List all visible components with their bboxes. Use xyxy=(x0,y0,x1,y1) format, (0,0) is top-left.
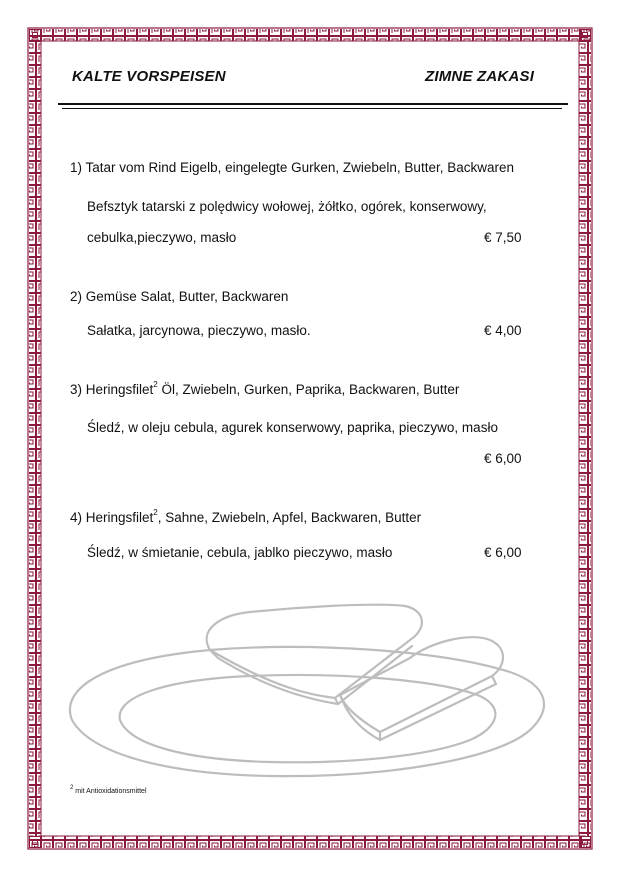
header-divider xyxy=(58,103,568,105)
header-divider-thin xyxy=(62,108,562,109)
item-2-german: 2) Gemüse Salat, Butter, Backwaren xyxy=(70,289,289,304)
item-3-price: € 6,00 xyxy=(484,451,522,466)
item-1-polish-line-1: Befsztyk tatarski z polędwicy wołowej, żółtko, ogórek, konserwowy, xyxy=(87,199,487,214)
bread-on-plate-illustration xyxy=(60,580,550,785)
title-polish: ZIMNE ZAKASI xyxy=(425,68,535,85)
item-4-german: 4) Heringsfilet$^2$, Sahne, Zwiebeln, Apfel, Backwaren, Butter xyxy=(70,508,422,525)
item-1-polish-line-2: cebulka,pieczywo, masło xyxy=(87,230,237,245)
item-4-price: € 6,00 xyxy=(484,545,522,560)
item-2-price: € 4,00 xyxy=(484,323,522,338)
title-german: KALTE VORSPEISEN xyxy=(72,68,226,85)
item-3-german: 3) Heringsfilet$^2$ Öl, Zwiebeln, Gurken, Paprika, Backwaren, Butter xyxy=(70,380,460,397)
item-2-polish: Sałatka, jarcynowa, pieczywo, masło. xyxy=(87,323,311,338)
item-1-german: 1) Tatar vom Rind Eigelb, eingelegte Gurken, Zwiebeln, Butter, Backwaren xyxy=(70,160,514,175)
item-1-price: € 7,50 xyxy=(484,230,522,245)
item-4-polish: Śledź, w śmietanie, cebula, jablko pieczywo, masło xyxy=(87,545,393,560)
footnote: $^2$ mit Antioxidationsmittel xyxy=(70,785,147,795)
item-3-polish: Śledź, w oleju cebula, agurek konserwowy, paprika, pieczywo, masło xyxy=(87,420,498,435)
